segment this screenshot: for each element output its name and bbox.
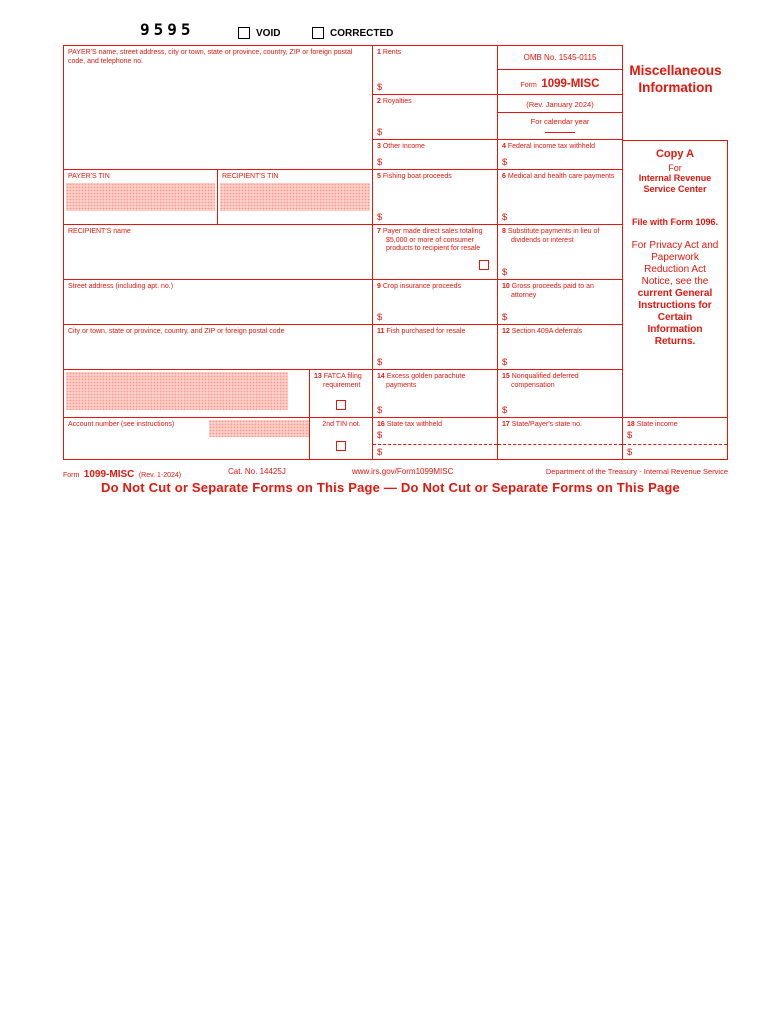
print-code: 9595: [140, 20, 195, 39]
account-number-field[interactable]: [209, 420, 309, 437]
corrected-checkbox[interactable]: [312, 27, 324, 39]
box-label: 7 Payer made direct sales totaling $5,000 or more of consumer products to recipient for resale: [377, 228, 483, 252]
treasury-label: Department of the Treasury - Internal Revenue Service: [545, 467, 728, 476]
dollar-sign: $: [502, 311, 508, 323]
copy-a-panel: [623, 140, 728, 418]
form-number: 1099-MISC: [541, 78, 600, 90]
corrected-label: CORRECTED: [330, 28, 394, 39]
do-not-cut-warning: Do Not Cut or Separate Forms on This Page — Do Not Cut or Separate Forms on This Page: [101, 480, 680, 495]
dollar-sign: $: [377, 446, 383, 458]
box-1-rents: [373, 45, 498, 95]
box-label: 10 Gross proceeds paid to an attorney: [502, 283, 594, 299]
box-label: 15 Nonqualified deferred compensation: [502, 373, 579, 389]
copy-for-label: For: [668, 163, 682, 173]
second-tin-checkbox[interactable]: [336, 441, 346, 451]
second-tin-label: 2nd TIN not.: [322, 421, 361, 428]
void-label: VOID: [256, 28, 281, 39]
box-6-medical-payments: [498, 170, 623, 225]
row-divider: [498, 444, 622, 445]
city-label: City or town, state or province, country, and ZIP or foreign postal code: [68, 328, 285, 335]
box-2-royalties: [373, 95, 498, 140]
box-label: 17 State/Payer's state no.: [502, 421, 582, 428]
irs-center-label: Internal Revenue Service Center: [638, 173, 712, 194]
dollar-sign: $: [377, 404, 383, 416]
box-11-fish-purchased: [373, 325, 498, 370]
recipient-tin-box: [218, 170, 373, 225]
dollar-sign: $: [377, 211, 383, 223]
box-13-fatca: [310, 370, 373, 418]
box-label: 12 Section 409A deferrals: [502, 328, 583, 335]
box-label: 16 State tax withheld: [377, 421, 443, 428]
second-tin-box: [310, 418, 373, 460]
dollar-sign: $: [502, 266, 508, 278]
payer-tin-field[interactable]: [66, 183, 215, 211]
box-7-direct-sales: [373, 225, 498, 280]
recipient-tin-label: RECIPIENT'S TIN: [222, 173, 279, 180]
box-17-state-payer-number: [498, 418, 623, 460]
box-label: 4 Federal income tax withheld: [502, 143, 596, 150]
box-label: 2 Royalties: [377, 98, 412, 105]
box-18-state-income: [623, 418, 728, 460]
box-label: 6 Medical and health care payments: [502, 173, 615, 180]
row-divider: [623, 444, 727, 445]
box-label: 18 State income: [627, 421, 678, 428]
box-16-state-tax-withheld: [373, 418, 498, 460]
box-label: 1 Rents: [377, 49, 402, 56]
payer-info-label: PAYER'S name, street address, city or town, state or province, country, ZIP or foreign postal code, and telephone no.: [68, 49, 353, 65]
dollar-sign: $: [502, 211, 508, 223]
box-9-crop-insurance: [373, 280, 498, 325]
box-label: 8 Substitute payments in lieu of dividends or interest: [502, 228, 600, 244]
form-number-cell: [498, 70, 623, 95]
form-word: Form: [520, 82, 537, 89]
box-label: 14 Excess golden parachute payments: [377, 373, 466, 389]
box-14-golden-parachute: [373, 370, 498, 418]
dollar-sign: $: [377, 156, 383, 168]
box-5-fishing-boat-proceeds: [373, 170, 498, 225]
payer-tin-label: PAYER'S TIN: [68, 173, 110, 180]
recipient-name-box[interactable]: [63, 225, 373, 280]
account-number-label: Account number (see instructions): [68, 421, 175, 428]
dollar-sign: $: [502, 156, 508, 168]
dollar-sign: $: [627, 446, 633, 458]
box-label: 5 Fishing boat proceeds: [377, 173, 452, 180]
catalog-number: Cat. No. 14425J: [228, 467, 286, 476]
direct-sales-checkbox[interactable]: [479, 260, 489, 270]
box-label: 11 Fish purchased for resale: [377, 328, 466, 335]
box-label: 13 FATCA filing requirement: [314, 373, 362, 389]
privacy-act-notice: For Privacy Act and Paperwork Reduction Act Notice, see the current General Instructions for Certain Information Returns.: [631, 240, 719, 347]
fatca-checkbox[interactable]: [336, 400, 346, 410]
footer-form-id: Form 1099-MISC (Rev. 1-2024): [63, 469, 182, 480]
box-4-federal-tax-withheld: [498, 140, 623, 170]
revision-cell: (Rev. January 2024): [498, 95, 623, 113]
shaded-area: [66, 372, 288, 410]
dollar-sign: $: [502, 356, 508, 368]
street-address-label: Street address (including apt. no.): [68, 283, 174, 290]
dollar-sign: $: [502, 404, 508, 416]
box-label: 9 Crop insurance proceeds: [377, 283, 462, 290]
dollar-sign: $: [377, 81, 383, 93]
account-number-box: [63, 418, 310, 460]
box-8-substitute-payments: [498, 225, 623, 280]
box-label: 3 Other income: [377, 143, 425, 150]
calendar-year-cell: For calendar year: [498, 113, 623, 140]
dollar-sign: $: [377, 126, 383, 138]
box-12-section-409a: [498, 325, 623, 370]
box-15-nonqualified-deferred: [498, 370, 623, 418]
copy-a-label: Copy A: [655, 148, 695, 160]
form-title: Miscellaneous Information: [629, 63, 722, 95]
recipient-name-label: RECIPIENT'S name: [68, 228, 131, 235]
city-box[interactable]: [63, 325, 373, 370]
box-3-other-income: [373, 140, 498, 170]
box-10-gross-proceeds-attorney: [498, 280, 623, 325]
omb-number: OMB No. 1545-0115: [498, 45, 623, 70]
shaded-blank-box: [63, 370, 310, 418]
dollar-sign: $: [377, 430, 383, 441]
recipient-tin-field[interactable]: [220, 183, 370, 211]
street-address-box[interactable]: [63, 280, 373, 325]
payer-info-box[interactable]: [63, 45, 373, 170]
calendar-year-blank[interactable]: [545, 132, 575, 133]
dollar-sign: $: [627, 430, 633, 441]
payer-tin-box: [63, 170, 218, 225]
irs-url: www.irs.gov/Form1099MISC: [352, 467, 454, 476]
void-checkbox[interactable]: [238, 27, 250, 39]
dollar-sign: $: [377, 311, 383, 323]
file-with-form-1096-label: File with Form 1096.: [631, 217, 719, 227]
dollar-sign: $: [377, 356, 383, 368]
row-divider: [373, 444, 497, 445]
